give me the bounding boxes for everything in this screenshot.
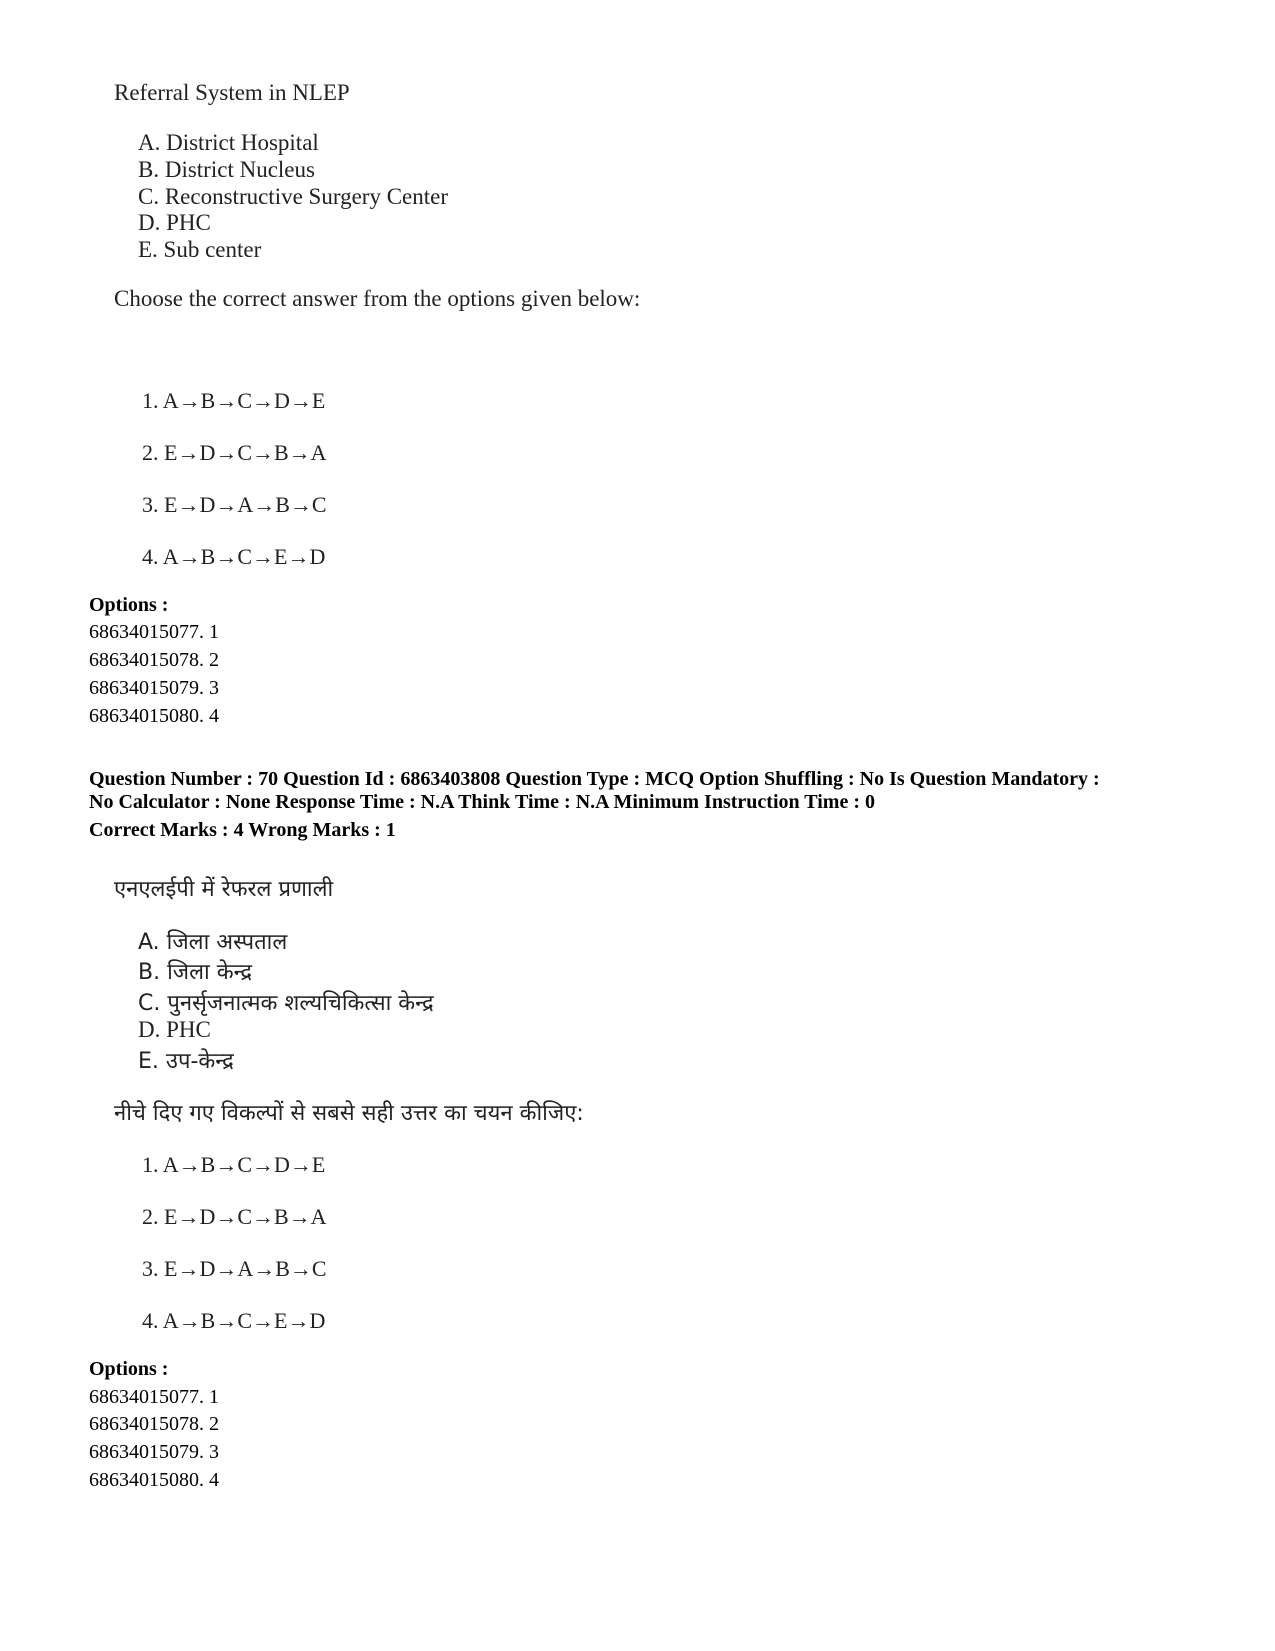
- option-id: 68634015077. 1: [89, 1386, 219, 1408]
- list-item: B. District Nucleus: [138, 157, 315, 182]
- list-item: E. उप-केन्द्र: [138, 1049, 234, 1074]
- option-id: 68634015079. 3: [89, 677, 219, 699]
- answer-sequence: 4. A→B→C→E→D: [142, 1308, 326, 1333]
- list-item: C. Reconstructive Surgery Center: [138, 184, 449, 209]
- answer-sequence: 1. A→B→C→D→E: [142, 1152, 326, 1177]
- options-label: Options :: [89, 1358, 169, 1380]
- answer-sequence: 2. E→D→C→B→A: [142, 440, 327, 465]
- instruction-en: Choose the correct answer from the options given below:: [114, 286, 641, 311]
- list-item: A. जिला अस्पताल: [138, 930, 288, 955]
- list-item: A. District Hospital: [138, 130, 319, 155]
- answer-sequence: 3. E→D→A→B→C: [142, 1256, 327, 1281]
- option-id: 68634015077. 1: [89, 621, 219, 643]
- option-id: 68634015078. 2: [89, 649, 219, 671]
- option-id: 68634015080. 4: [89, 705, 219, 727]
- answer-sequence: 1. A→B→C→D→E: [142, 388, 326, 413]
- list-item: C. पुनर्सृजनात्मक शल्यचिकित्सा केन्द्र: [138, 991, 434, 1016]
- list-item: E. Sub center: [138, 237, 262, 262]
- question-meta-line1: Question Number : 70 Question Id : 6863403808 Question Type : MCQ Option Shuffling : No Is Question Mandatory :: [89, 768, 1100, 790]
- answer-sequence: 2. E→D→C→B→A: [142, 1204, 327, 1229]
- list-item: D. PHC: [138, 210, 211, 235]
- list-item: D. PHC: [138, 1017, 211, 1042]
- list-item: B. जिला केन्द्र: [138, 960, 253, 985]
- option-id: 68634015080. 4: [89, 1469, 219, 1491]
- question-meta-line2: No Calculator : None Response Time : N.A Think Time : N.A Minimum Instruction Time : 0: [89, 791, 875, 813]
- option-id: 68634015078. 2: [89, 1413, 219, 1435]
- answer-sequence: 4. A→B→C→E→D: [142, 544, 326, 569]
- question-title-hi: एनएलईपी में रेफरल प्रणाली: [114, 877, 334, 902]
- answer-sequence: 3. E→D→A→B→C: [142, 492, 327, 517]
- question-title-en: Referral System in NLEP: [114, 80, 350, 105]
- option-id: 68634015079. 3: [89, 1441, 219, 1463]
- instruction-hi: नीचे दिए गए विकल्पों से सबसे सही उत्तर का चयन कीजिए:: [114, 1101, 584, 1126]
- question-marks: Correct Marks : 4 Wrong Marks : 1: [89, 819, 396, 841]
- options-label: Options :: [89, 594, 169, 616]
